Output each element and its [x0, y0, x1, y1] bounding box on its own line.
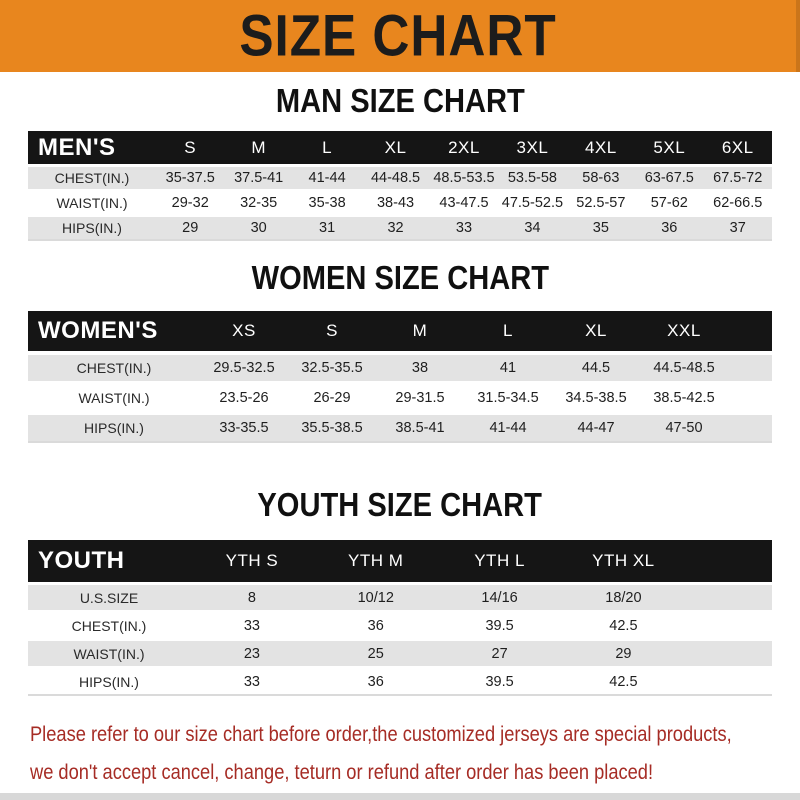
table-row — [28, 585, 772, 610]
size-value-cell: 23 — [243, 645, 260, 662]
column-header: S — [184, 137, 197, 157]
size-value-cell: 67.5-72 — [713, 170, 763, 186]
size-value-cell: 29-32 — [171, 195, 209, 211]
women-size-heading — [0, 241, 800, 311]
youth-size-table — [28, 540, 772, 696]
column-header: M — [412, 321, 428, 340]
size-value-cell: 39.5 — [485, 617, 514, 634]
man-size-heading — [0, 72, 800, 131]
banner-title: SIZE CHART — [239, 3, 557, 69]
size-value-cell: 44-48.5 — [370, 170, 421, 186]
table-row — [28, 385, 772, 411]
column-header: XXL — [667, 321, 701, 340]
mens-size-table — [28, 131, 772, 241]
row-label: U.S.SIZE — [79, 589, 139, 606]
size-value-cell: 35-38 — [308, 195, 346, 211]
size-value-cell: 31.5-34.5 — [477, 390, 539, 406]
size-value-cell: 63-67.5 — [644, 170, 694, 186]
column-header: 4XL — [584, 137, 617, 157]
table-row — [28, 669, 772, 694]
table-header-row — [28, 131, 772, 164]
size-value-cell: 33 — [243, 617, 260, 634]
womens-size-table — [28, 311, 772, 443]
column-header: 2XL — [448, 137, 480, 157]
column-header: S — [326, 321, 338, 340]
size-value-cell: 32 — [387, 220, 404, 236]
size-value-cell: 35 — [592, 220, 609, 236]
size-value-cell: 14/16 — [481, 589, 518, 606]
size-value-cell: 35.5-38.5 — [301, 420, 363, 436]
size-value-cell: 41 — [499, 360, 517, 376]
disclaimer-line1: Please refer to our size chart before order,the customized jerseys are special products, — [30, 723, 732, 746]
column-header: YTH L — [474, 551, 525, 570]
row-label: HIPS(IN.) — [79, 673, 139, 690]
size-value-cell: 33-35.5 — [219, 420, 269, 436]
table-row — [28, 415, 772, 441]
size-value-cell: 43-47.5 — [439, 195, 489, 211]
row-label: CHEST(IN.) — [54, 170, 130, 186]
size-value-cell: 42.5 — [609, 617, 638, 634]
table-title: MEN'S — [38, 133, 116, 161]
size-value-cell: 47-50 — [665, 420, 703, 436]
table-row — [28, 192, 772, 214]
size-value-cell: 62-66.5 — [713, 195, 763, 211]
size-value-cell: 41-44 — [308, 170, 346, 186]
column-header: L — [503, 321, 513, 340]
size-value-cell: 37.5-41 — [234, 170, 284, 186]
size-value-cell: 44-47 — [577, 420, 615, 436]
bottom-strip — [0, 793, 800, 800]
size-value-cell: 38.5-42.5 — [653, 390, 715, 406]
size-value-cell: 36 — [367, 673, 384, 690]
row-label: CHEST(IN.) — [76, 360, 152, 376]
column-header: 6XL — [721, 137, 754, 157]
size-value-cell: 34.5-38.5 — [565, 390, 627, 406]
size-value-cell: 39.5 — [485, 673, 514, 690]
youth-size-section — [0, 443, 800, 696]
banner — [0, 0, 800, 72]
row-label: HIPS(IN.) — [62, 220, 122, 236]
size-value-cell: 8 — [247, 589, 256, 606]
column-header: YTH S — [225, 551, 279, 570]
size-value-cell: 26-29 — [313, 390, 351, 406]
size-value-cell: 32.5-35.5 — [301, 360, 363, 376]
size-value-cell: 33 — [243, 673, 260, 690]
row-label: CHEST(IN.) — [71, 617, 147, 634]
table-title: YOUTH — [38, 547, 125, 574]
column-header: L — [322, 137, 333, 157]
size-value-cell: 29 — [182, 220, 199, 236]
size-value-cell: 34 — [524, 220, 541, 236]
column-header: XL — [585, 321, 607, 340]
youth-size-heading — [0, 443, 800, 540]
women-size-heading-text: WOMEN SIZE CHART — [251, 259, 549, 297]
disclaimer-line2: we don't accept cancel, change, teturn or refund after order has been placed! — [30, 761, 654, 784]
column-header: 5XL — [653, 137, 686, 157]
column-header: YTH M — [348, 551, 404, 570]
size-value-cell: 29-31.5 — [395, 390, 445, 406]
table-title: WOMEN'S — [38, 317, 158, 344]
size-value-cell: 35-37.5 — [165, 170, 215, 186]
row-label: HIPS(IN.) — [84, 420, 144, 436]
size-value-cell: 27 — [491, 645, 508, 662]
row-label: WAIST(IN.) — [56, 195, 128, 211]
size-value-cell: 48.5-53.5 — [433, 170, 495, 186]
size-value-cell: 53.5-58 — [507, 170, 557, 186]
man-size-heading-text: MAN SIZE CHART — [275, 82, 525, 120]
table-row — [28, 355, 772, 381]
size-value-cell: 41-44 — [489, 420, 527, 436]
size-value-cell: 44.5 — [581, 360, 611, 376]
size-value-cell: 31 — [319, 220, 336, 236]
table-row — [28, 217, 772, 239]
size-value-cell: 38-43 — [376, 195, 415, 211]
size-value-cell: 44.5-48.5 — [653, 360, 715, 376]
size-value-cell: 36 — [661, 220, 678, 236]
size-value-cell: 18/20 — [605, 589, 642, 606]
column-header: 3XL — [516, 137, 549, 157]
size-value-cell: 37 — [729, 220, 746, 236]
row-label: WAIST(IN.) — [78, 390, 150, 406]
row-label: WAIST(IN.) — [73, 645, 145, 662]
size-value-cell: 38.5-41 — [395, 420, 445, 436]
size-value-cell: 36 — [367, 617, 384, 634]
size-value-cell: 30 — [250, 220, 267, 236]
size-value-cell: 29.5-32.5 — [213, 360, 275, 376]
women-size-section — [0, 241, 800, 443]
size-value-cell: 58-63 — [582, 170, 620, 186]
table-row — [28, 167, 772, 189]
youth-size-heading-text: YOUTH SIZE CHART — [257, 486, 543, 524]
size-value-cell: 23.5-26 — [219, 390, 269, 406]
size-value-cell: 42.5 — [609, 673, 638, 690]
size-value-cell: 25 — [367, 645, 384, 662]
size-value-cell: 33 — [455, 220, 473, 236]
size-value-cell: 29 — [615, 645, 632, 662]
table-header-row — [28, 540, 772, 582]
column-header: M — [251, 137, 266, 157]
table-row — [28, 613, 772, 638]
column-header: YTH XL — [592, 551, 655, 570]
column-header: XL — [384, 137, 407, 157]
table-row — [28, 641, 772, 666]
disclaimer — [30, 716, 732, 792]
size-value-cell: 47.5-52.5 — [501, 195, 564, 211]
size-value-cell: 38 — [411, 360, 429, 376]
column-header: XS — [232, 321, 256, 340]
size-value-cell: 57-62 — [650, 195, 688, 211]
size-value-cell: 32-35 — [240, 195, 278, 211]
size-value-cell: 52.5-57 — [576, 195, 626, 211]
size-value-cell: 10/12 — [357, 589, 394, 606]
man-size-section — [0, 72, 800, 241]
table-header-row — [28, 311, 772, 351]
